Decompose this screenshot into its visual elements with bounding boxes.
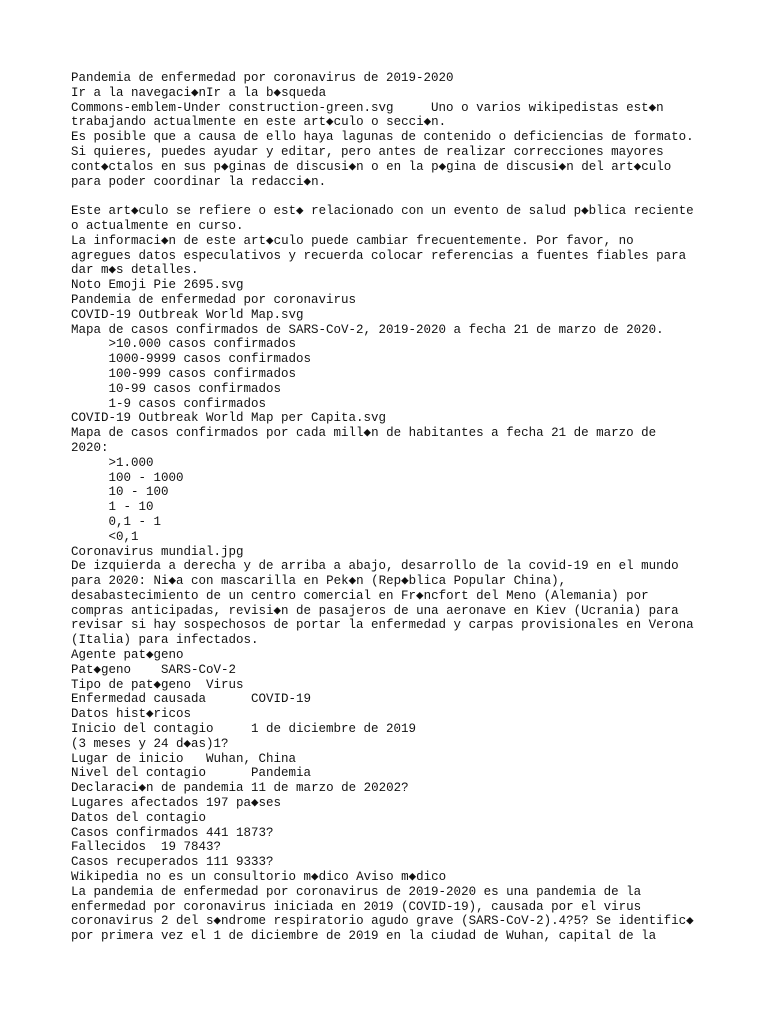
text-line: Coronavirus mundial.jpg (71, 544, 244, 559)
text-line: Mapa de casos confirmados de SARS-CoV-2, 2019-2020 a fecha 21 de marzo de 2020. (71, 322, 664, 337)
text-line: Nivel del contagio Pandemia (71, 766, 312, 781)
text-line: o actualmente en curso. (71, 218, 244, 233)
text-line: 10-99 casos confirmados (71, 381, 282, 396)
text-line: desabastecimiento de un centro comercial en Fr◆ncfort del Meno (Alemania) por (71, 588, 649, 603)
text-line: Noto Emoji Pie 2695.svg (71, 278, 244, 293)
text-line: Casos recuperados 111 9333? (71, 855, 274, 870)
text-line: Tipo de pat◆geno Virus (71, 677, 244, 692)
text-line: 0,1 - 1 (71, 514, 162, 529)
text-line: Pat◆geno SARS-CoV-2 (71, 662, 237, 677)
text-line: La pandemia de enfermedad por coronavirus de 2019-2020 es una pandemia de la (71, 884, 642, 899)
text-line: Ir a la navegaci◆nIr a la b◆squeda (71, 85, 327, 100)
text-line: 100-999 casos confirmados (71, 366, 297, 381)
text-line: para poder coordinar la redacci◆n. (71, 174, 327, 189)
text-line: Inicio del contagio 1 de diciembre de 2019 (71, 722, 417, 737)
text-line: revisar si hay sospechosos de portar la enfermedad y carpas provisionales en Verona (71, 618, 694, 633)
text-line: 100 - 1000 (71, 470, 184, 485)
text-line: La informaci◆n de este art◆culo puede cambiar frecuentemente. Por favor, no (71, 233, 634, 248)
text-line: Pandemia de enfermedad por coronavirus (71, 292, 357, 307)
text-line: (3 meses y 24 d◆as)1? (71, 736, 229, 751)
text-line: Datos hist◆ricos (71, 707, 192, 722)
text-line: Commons-emblem-Under construction-green.svg Uno o varios wikipedistas est◆n (71, 100, 664, 115)
text-line: (Italia) para infectados. (71, 633, 259, 648)
text-line: <0,1 (71, 529, 139, 544)
text-line: agregues datos especulativos y recuerda colocar referencias a fuentes fiables para (71, 248, 687, 263)
text-line: 10 - 100 (71, 485, 169, 500)
text-line: Es posible que a causa de ello haya lagunas de contenido o deficiencias de formato. (71, 130, 694, 145)
text-line: compras anticipadas, revisi◆n de pasajeros de una aeronave en Kiev (Ucrania) para (71, 603, 679, 618)
text-line: Pandemia de enfermedad por coronavirus de 2019-2020 (71, 71, 454, 85)
text-line: dar m◆s detalles. (71, 263, 199, 278)
text-line: Declaraci◆n de pandemia 11 de marzo de 20202? (71, 781, 409, 796)
text-line: para 2020: Ni◆a con mascarilla en Pek◆n (Rep◆blica Popular China), (71, 574, 567, 589)
text-line: Lugar de inicio Wuhan, China (71, 751, 297, 766)
text-line: Casos confirmados 441 1873? (71, 825, 274, 840)
text-line: Si quieres, puedes ayudar y editar, pero antes de realizar correcciones mayores (71, 144, 664, 159)
text-line: >1.000 (71, 455, 154, 470)
text-line: 1-9 casos confirmados (71, 396, 267, 411)
document-body (71, 71, 751, 944)
text-line: >10.000 casos confirmados (71, 337, 297, 352)
text-line: Mapa de casos confirmados por cada mill◆n de habitantes a fecha 21 de marzo de (71, 426, 657, 441)
text-line: COVID-19 Outbreak World Map per Capita.svg (71, 411, 387, 426)
text-line: 2020: (71, 440, 109, 455)
text-line: COVID-19 Outbreak World Map.svg (71, 307, 304, 322)
text-line: coronavirus 2 del s◆ndrome respiratorio agudo grave (SARS-CoV-2).4?5? Se identific◆ (71, 914, 694, 929)
text-line: trabajando actualmente en este art◆culo o secci◆n. (71, 115, 447, 130)
text-line: Enfermedad causada COVID-19 (71, 692, 312, 707)
text-line: Agente pat◆geno (71, 648, 184, 663)
blank-line (71, 189, 751, 204)
text-line: Datos del contagio (71, 810, 207, 825)
text-line: enfermedad por coronavirus iniciada en 2019 (COVID-19), causada por el virus (71, 899, 642, 914)
text-line: Wikipedia no es un consultorio m◆dico Aviso m◆dico (71, 870, 447, 885)
text-line: 1 - 10 (71, 500, 154, 515)
text-line: De izquierda a derecha y de arriba a abajo, desarrollo de la covid-19 en el mundo (71, 559, 679, 574)
text-line: por primera vez el 1 de diciembre de 2019 en la ciudad de Wuhan, capital de la (71, 929, 657, 944)
text-line: Fallecidos 19 7843? (71, 840, 222, 855)
text-line: cont◆ctalos en sus p◆ginas de discusi◆n o en la p◆gina de discusi◆n del art◆culo (71, 159, 672, 174)
text-line: Lugares afectados 197 pa◆ses (71, 796, 282, 811)
text-line: Este art◆culo se refiere o est◆ relacionado con un evento de salud p◆blica reciente (71, 204, 694, 219)
text-line: 1000-9999 casos confirmados (71, 352, 312, 367)
